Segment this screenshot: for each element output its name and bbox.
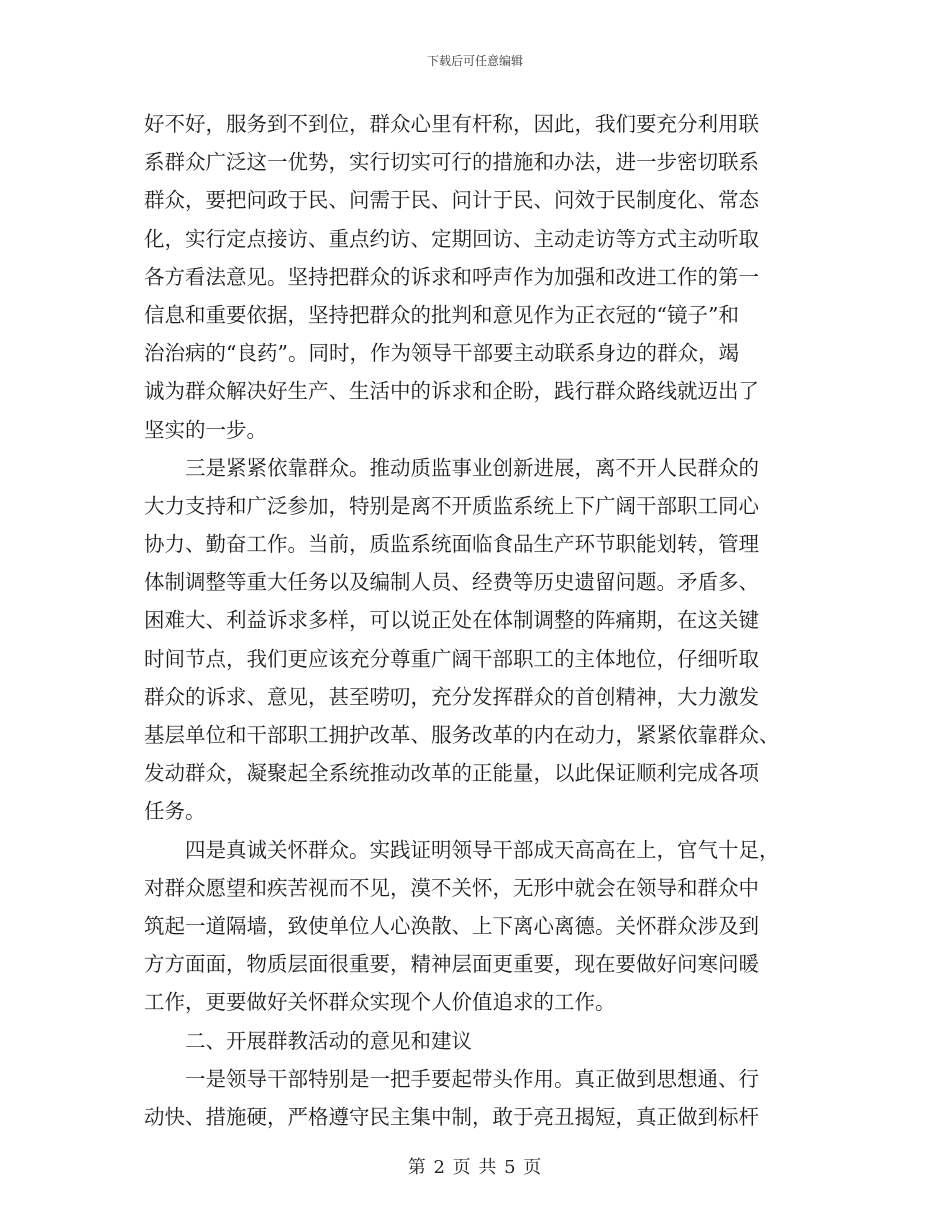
text-line: 发动群众，凝聚起全系统推动改革的正能量，以此保证顺利完成各项 — [144, 761, 759, 786]
paragraph-start-line: 四是真诚关怀群众。实践证明领导干部成天高高在上，官气十足， — [144, 837, 780, 862]
body-text — [144, 105, 804, 1136]
section-heading: 二、开展群教活动的意见和建议 — [144, 1028, 472, 1053]
paragraph-start-line: 一是领导干部特别是一把手要起带头作用。真正做到思想通、行 — [144, 1066, 759, 1091]
text-line: 任务。 — [144, 799, 206, 824]
text-line: 坚实的一步。 — [144, 417, 267, 442]
text-line: 对群众愿望和疾苦视而不见，漠不关怀，无形中就会在领导和群众中 — [144, 875, 759, 900]
text-line: 基层单位和干部职工拥护改革、服务改革的内在动力，紧紧依靠群众、 — [144, 723, 780, 747]
text-line: 体制调整等重大任务以及编制人员、经费等历史遗留问题。矛盾多、 — [144, 570, 759, 595]
text-line: 方方面面，物质层面很重要，精神层面更重要，现在要做好问寒问暖 — [144, 952, 759, 977]
paragraph-start-line: 三是紧紧依靠群众。推动质监事业创新进展，离不开人民群众的 — [144, 455, 759, 480]
text-line: 时间节点，我们更应该充分尊重广阔干部职工的主体地位，仔细听取 — [144, 646, 759, 671]
text-line: 群众的诉求、意见，甚至唠叨，充分发挥群众的首创精神，大力激发 — [144, 684, 759, 709]
text-line: 群众，要把问政于民、问需于民、问计于民、问效于民制度化、常态 — [144, 188, 759, 213]
text-line: 信息和重要依据，坚持把群众的批判和意见作为正衣冠的“镜子”和 — [144, 302, 739, 327]
page-number: 第 2 页 共 5 页 — [407, 1157, 543, 1178]
text-line: 困难大、利益诉求多样，可以说正处在体制调整的阵痛期，在这关键 — [144, 608, 759, 633]
text-line: 好不好，服务到不到位，群众心里有杆称，因此，我们要充分利用联 — [144, 112, 759, 136]
header-note: 下载后可任意编辑 — [426, 54, 523, 68]
text-line: 系群众广泛这一优势，实行切实可行的措施和办法，进一步密切联系 — [144, 150, 759, 175]
text-line: 工作，更要做好关怀群众实现个人价值追求的工作。 — [144, 990, 616, 1015]
text-line: 诚为群众解决好生产、生活中的诉求和企盼，践行群众路线就迈出了 — [144, 379, 759, 404]
text-line: 动快、措施硬，严格遵守民主集中制，敢于亮丑揭短，真正做到标杆 — [144, 1104, 759, 1129]
text-line: 各方看法意见。坚持把群众的诉求和呼声作为加强和改进工作的第一 — [144, 264, 759, 289]
text-line: 协力、勤奋工作。当前，质监系统面临食品生产环节职能划转，管理 — [144, 532, 759, 557]
text-line: 大力支持和广泛参加，特别是离不开质监系统上下广阔干部职工同心 — [144, 493, 759, 518]
text-line: 治治病的“良药”。同时，作为领导干部要主动联系身边的群众，竭 — [144, 341, 739, 366]
text-line: 筑起一道隔墙，致使单位人心涣散、上下离心离德。关怀群众涉及到 — [144, 913, 759, 938]
text-line: 化，实行定点接访、重点约访、定期回访、主动走访等方式主动听取 — [144, 226, 759, 251]
